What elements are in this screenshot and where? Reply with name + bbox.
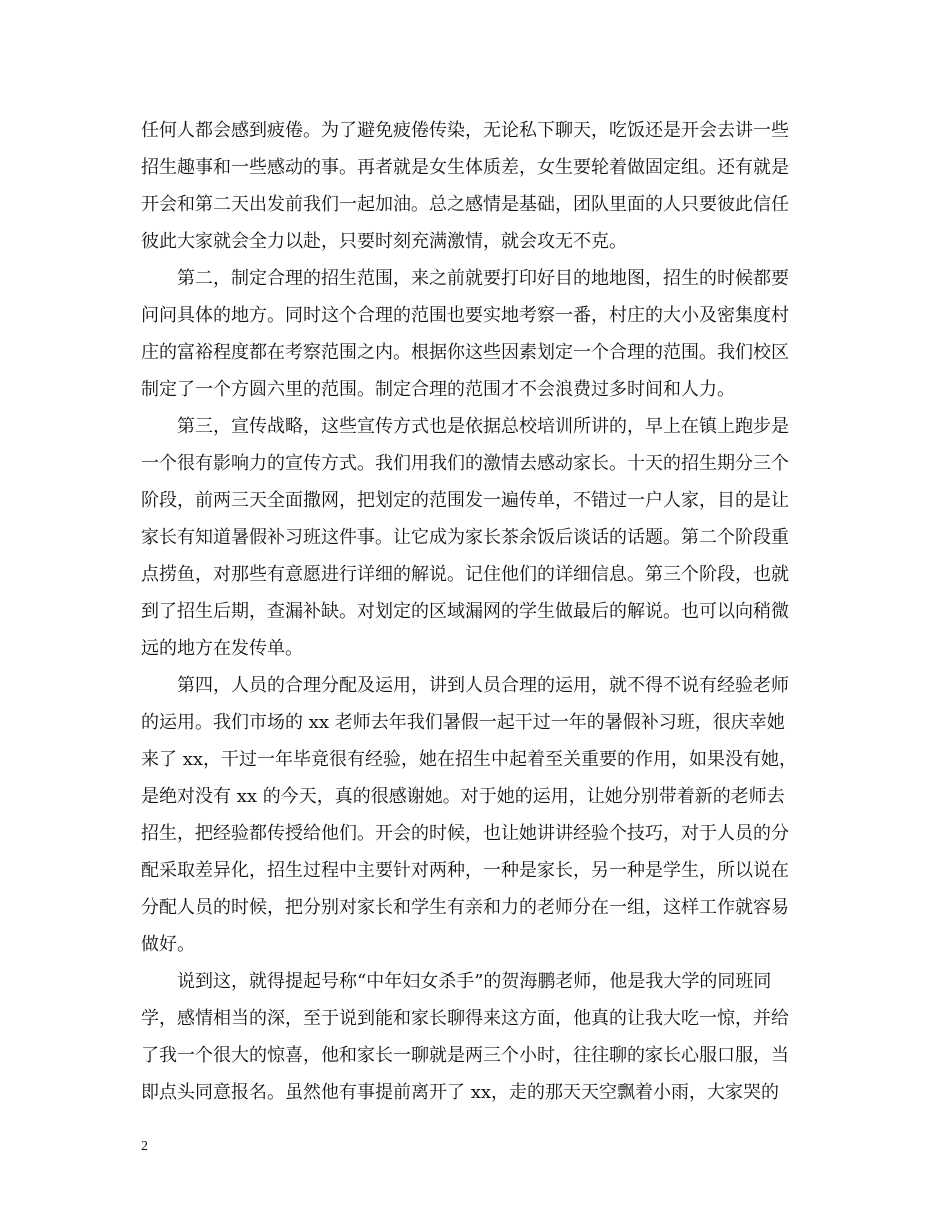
text-line: 第三，宣传战略，这些宣传方式也是依据总校培训所讲的，早上在镇上跑步是 <box>141 416 789 437</box>
text-line: 招生，把经验都传授给他们。开会的时候，也让她讲讲经验个技巧，对于人员的分 <box>141 823 789 844</box>
text-line: 来了 xx，干过一年毕竟很有经验，她在招生中起着至关重要的作用，如果没有她， <box>141 749 798 770</box>
text-line: 即点头同意报名。虽然他有事提前离开了 xx，走的那天天空飘着小雨，大家哭的 <box>141 1082 780 1103</box>
text-line: 到了招生后期，查漏补缺。对划定的区域漏网的学生做最后的解说。也可以向稍微 <box>141 601 789 622</box>
text-line: 做好。 <box>141 934 195 955</box>
text-line: 第四，人员的合理分配及运用，讲到人员合理的运用，就不得不说有经验老师 <box>141 675 789 696</box>
text-line: 了我一个很大的惊喜，他和家长一聊就是两三个小时，往往聊的家长心服口服，当 <box>141 1045 789 1066</box>
text-line: 配采取差异化，招生过程中主要针对两种，一种是家长，另一种是学生，所以说在 <box>141 860 789 881</box>
text-line: 说到这，就得提起号称“中年妇女杀手”的贺海鹏老师，他是我大学的同班同 <box>141 971 772 992</box>
text-line: 学，感情相当的深，至于说到能和家长聊得来这方面，他真的让我大吃一惊，并给 <box>141 1008 789 1029</box>
text-line: 远的地方在发传单。 <box>141 638 303 659</box>
text-line: 一个很有影响力的宣传方式。我们用我们的激情去感动家长。十天的招生期分三个 <box>141 453 789 474</box>
text-line: 第二，制定合理的招生范围，来之前就要打印好目的地地图，招生的时候都要 <box>141 268 789 289</box>
text-line: 庄的富裕程度都在考察范围之内。根据你这些因素划定一个合理的范围。我们校区 <box>141 342 789 363</box>
text-line: 分配人员的时候，把分别对家长和学生有亲和力的老师分在一组，这样工作就容易 <box>141 897 789 918</box>
text-line: 是绝对没有 xx 的今天，真的很感谢她。对于她的运用，让她分别带着新的老师去 <box>141 786 785 807</box>
text-line: 的运用。我们市场的 xx 老师去年我们暑假一起干过一年的暑假补习班，很庆幸她 <box>141 712 785 733</box>
text-line: 点捞鱼，对那些有意愿进行详细的解说。记住他们的详细信息。第三个阶段，也就 <box>141 564 789 585</box>
text-line: 制定了一个方圆六里的范围。制定合理的范围才不会浪费过多时间和人力。 <box>141 379 735 400</box>
text-line: 阶段，前两三天全面撒网，把划定的范围发一遍传单，不错过一户人家，目的是让 <box>141 490 789 511</box>
text-line: 问问具体的地方。同时这个合理的范围也要实地考察一番，村庄的大小及密集度村 <box>141 305 789 326</box>
text-line: 任何人都会感到疲倦。为了避免疲倦传染，无论私下聊天，吃饭还是开会去讲一些 <box>141 120 789 141</box>
text-line: 彼此大家就会全力以赴，只要时刻充满激情，就会攻无不克。 <box>141 231 627 252</box>
text-line: 开会和第二天出发前我们一起加油。总之感情是基础，团队里面的人只要彼此信任 <box>141 194 789 215</box>
page-number: 2 <box>141 1139 148 1154</box>
text-line: 家长有知道暑假补习班这件事。让它成为家长茶余饭后谈话的话题。第二个阶段重 <box>141 527 789 548</box>
text-line: 招生趣事和一些感动的事。再者就是女生体质差，女生要轮着做固定组。还有就是 <box>141 157 789 178</box>
body-text <box>141 112 841 1111</box>
